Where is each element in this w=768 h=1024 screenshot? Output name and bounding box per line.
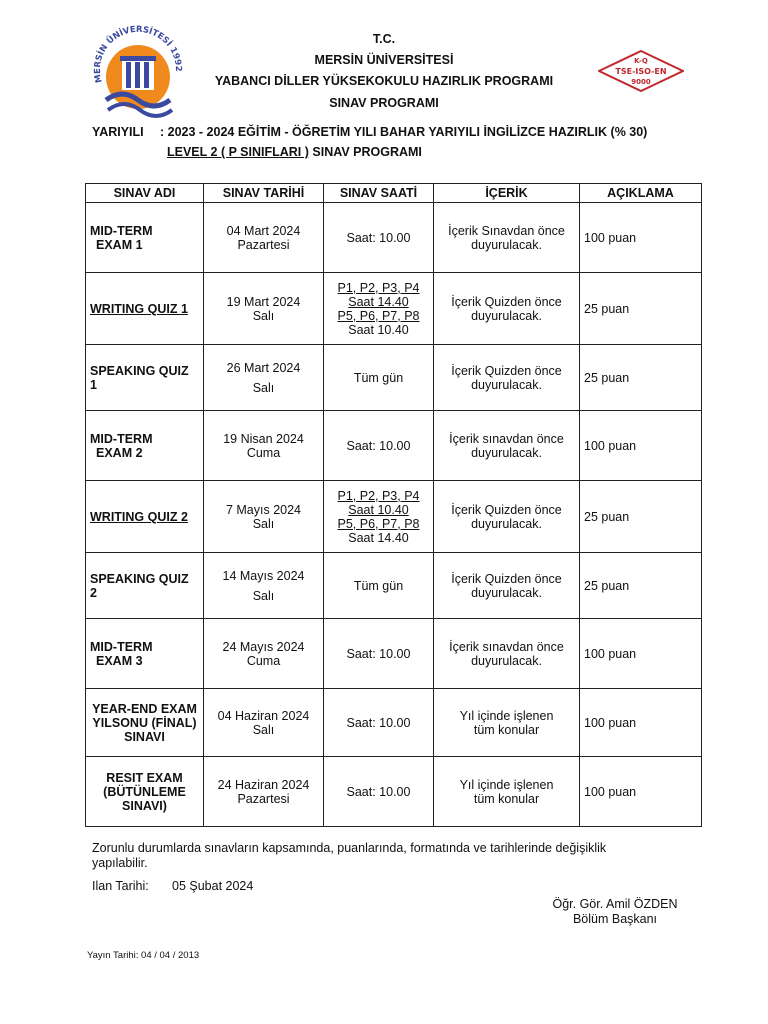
- exam-note: 100 puan: [580, 203, 702, 273]
- announcement-date-label: Ilan Tarihi:: [92, 879, 149, 893]
- signature-name: Öğr. Gör. Amil ÖZDEN: [552, 897, 678, 911]
- svg-text:K-Q: K-Q: [634, 57, 648, 65]
- exam-note: 100 puan: [580, 411, 702, 481]
- exam-date: 7 Mayıs 2024 Salı: [204, 481, 324, 553]
- table-row: [86, 481, 702, 553]
- table-row: [86, 203, 702, 273]
- exam-date: 24 Mayıs 2024 Cuma: [204, 619, 324, 689]
- exam-schedule-table: [85, 183, 702, 827]
- announcement-date-value: 05 Şubat 2024: [172, 879, 254, 893]
- exam-name: RESIT EXAM (BÜTÜNLEME SINAVI): [86, 757, 204, 827]
- level-title: LEVEL 2 ( P SINIFLARI ): [167, 145, 309, 159]
- exam-time: Saat: 10.00: [324, 411, 434, 481]
- exam-note: 25 puan: [580, 345, 702, 411]
- exam-content: İçerik Quizden önce duyurulacak.: [434, 553, 580, 619]
- signature-block: [540, 897, 690, 927]
- col-header-time: SINAV SAATİ: [324, 184, 434, 203]
- exam-name: MID-TERM EXAM 2: [86, 411, 204, 481]
- exam-date: 19 Mart 2024 Salı: [204, 273, 324, 345]
- exam-name: WRITING QUIZ 2: [86, 481, 204, 553]
- exam-time: Saat: 10.00: [324, 203, 434, 273]
- change-notice: Zorunlu durumlarda sınavların kapsamında, puanlarında, formatında ve tarihlerinde değişiklik yapılabilir.: [92, 841, 607, 870]
- svg-text:MERSİN ÜNİVERSİTESİ 1992: MERSİN ÜNİVERSİTESİ 1992: [92, 24, 184, 84]
- exam-date: 04 Mart 2024 Pazartesi: [204, 203, 324, 273]
- exam-content: İçerik Quizden önce duyurulacak.: [434, 481, 580, 553]
- exam-name: YEAR-END EXAM YILSONU (FİNAL) SINAVI: [86, 689, 204, 757]
- exam-content: İçerik Quizden önce duyurulacak.: [434, 273, 580, 345]
- exam-content: İçerik Sınavdan önce duyurulacak.: [434, 203, 580, 273]
- exam-name: MID-TERM EXAM 1: [86, 203, 204, 273]
- exam-note: 100 puan: [580, 689, 702, 757]
- semester-label: YARIYILI: [92, 125, 144, 139]
- header-school: YABANCI DİLLER YÜKSEKOKULU HAZIRLIK PROGRAMI: [214, 74, 554, 88]
- exam-name: SPEAKING QUIZ 2: [86, 553, 204, 619]
- exam-date: 14 Mayıs 2024 Salı: [204, 553, 324, 619]
- exam-time: Saat: 10.00: [324, 619, 434, 689]
- col-header-exam-name: SINAV ADI: [86, 184, 204, 203]
- svg-text:TSE-ISO-EN: TSE-ISO-EN: [615, 67, 667, 76]
- svg-text:9000: 9000: [631, 78, 651, 86]
- semester-text: : 2023 - 2024 EĞİTİM - ÖĞRETİM YILI BAHAR YARIYILI İNGİLİZCE HAZIRLIK (% 30): [160, 125, 648, 139]
- exam-date: 19 Nisan 2024 Cuma: [204, 411, 324, 481]
- exam-content: Yıl içinde işlenen tüm konular: [434, 689, 580, 757]
- exam-name: WRITING QUIZ 1: [86, 273, 204, 345]
- table-row: [86, 411, 702, 481]
- col-header-content: İÇERİK: [434, 184, 580, 203]
- exam-note: 100 puan: [580, 619, 702, 689]
- exam-content: İçerik Quizden önce duyurulacak.: [434, 345, 580, 411]
- table-row: [86, 757, 702, 827]
- exam-content: İçerik sınavdan önce duyurulacak.: [434, 411, 580, 481]
- exam-note: 25 puan: [580, 553, 702, 619]
- publication-date: Yayın Tarihi: 04 / 04 / 2013: [87, 950, 200, 961]
- table-row: [86, 619, 702, 689]
- exam-time: Saat: 10.00: [324, 689, 434, 757]
- exam-time: P1, P2, P3, P4 Saat 14.40 P5, P6, P7, P8 Saat 10.40: [324, 273, 434, 345]
- exam-note: 100 puan: [580, 757, 702, 827]
- exam-content: Yıl içinde işlenen tüm konular: [434, 757, 580, 827]
- table-row: [86, 553, 702, 619]
- header-tc: T.C.: [372, 32, 396, 46]
- col-header-date: SINAV TARİHİ: [204, 184, 324, 203]
- exam-time: Tüm gün: [324, 345, 434, 411]
- header-title: SINAV PROGRAMI: [329, 96, 439, 110]
- exam-date: 26 Mart 2024 Salı: [204, 345, 324, 411]
- table-row: [86, 345, 702, 411]
- exam-time: P1, P2, P3, P4 Saat 10.40 P5, P6, P7, P8 Saat 14.40: [324, 481, 434, 553]
- col-header-note: AÇIKLAMA: [580, 184, 702, 203]
- level-rest: SINAV PROGRAMI: [308, 145, 422, 159]
- level-line: [167, 145, 422, 159]
- exam-note: 25 puan: [580, 481, 702, 553]
- exam-date: 24 Haziran 2024 Pazartesi: [204, 757, 324, 827]
- exam-date: 04 Haziran 2024 Salı: [204, 689, 324, 757]
- header-university: MERSİN ÜNİVERSİTESİ: [314, 53, 454, 67]
- exam-note: 25 puan: [580, 273, 702, 345]
- table-header-row: [86, 184, 702, 203]
- exam-time: Saat: 10.00: [324, 757, 434, 827]
- exam-name: SPEAKING QUIZ 1: [86, 345, 204, 411]
- signature-title: Bölüm Başkanı: [572, 912, 658, 926]
- exam-time: Tüm gün: [324, 553, 434, 619]
- exam-content: İçerik sınavdan önce duyurulacak.: [434, 619, 580, 689]
- table-row: [86, 689, 702, 757]
- exam-name: MID-TERM EXAM 3: [86, 619, 204, 689]
- table-row: [86, 273, 702, 345]
